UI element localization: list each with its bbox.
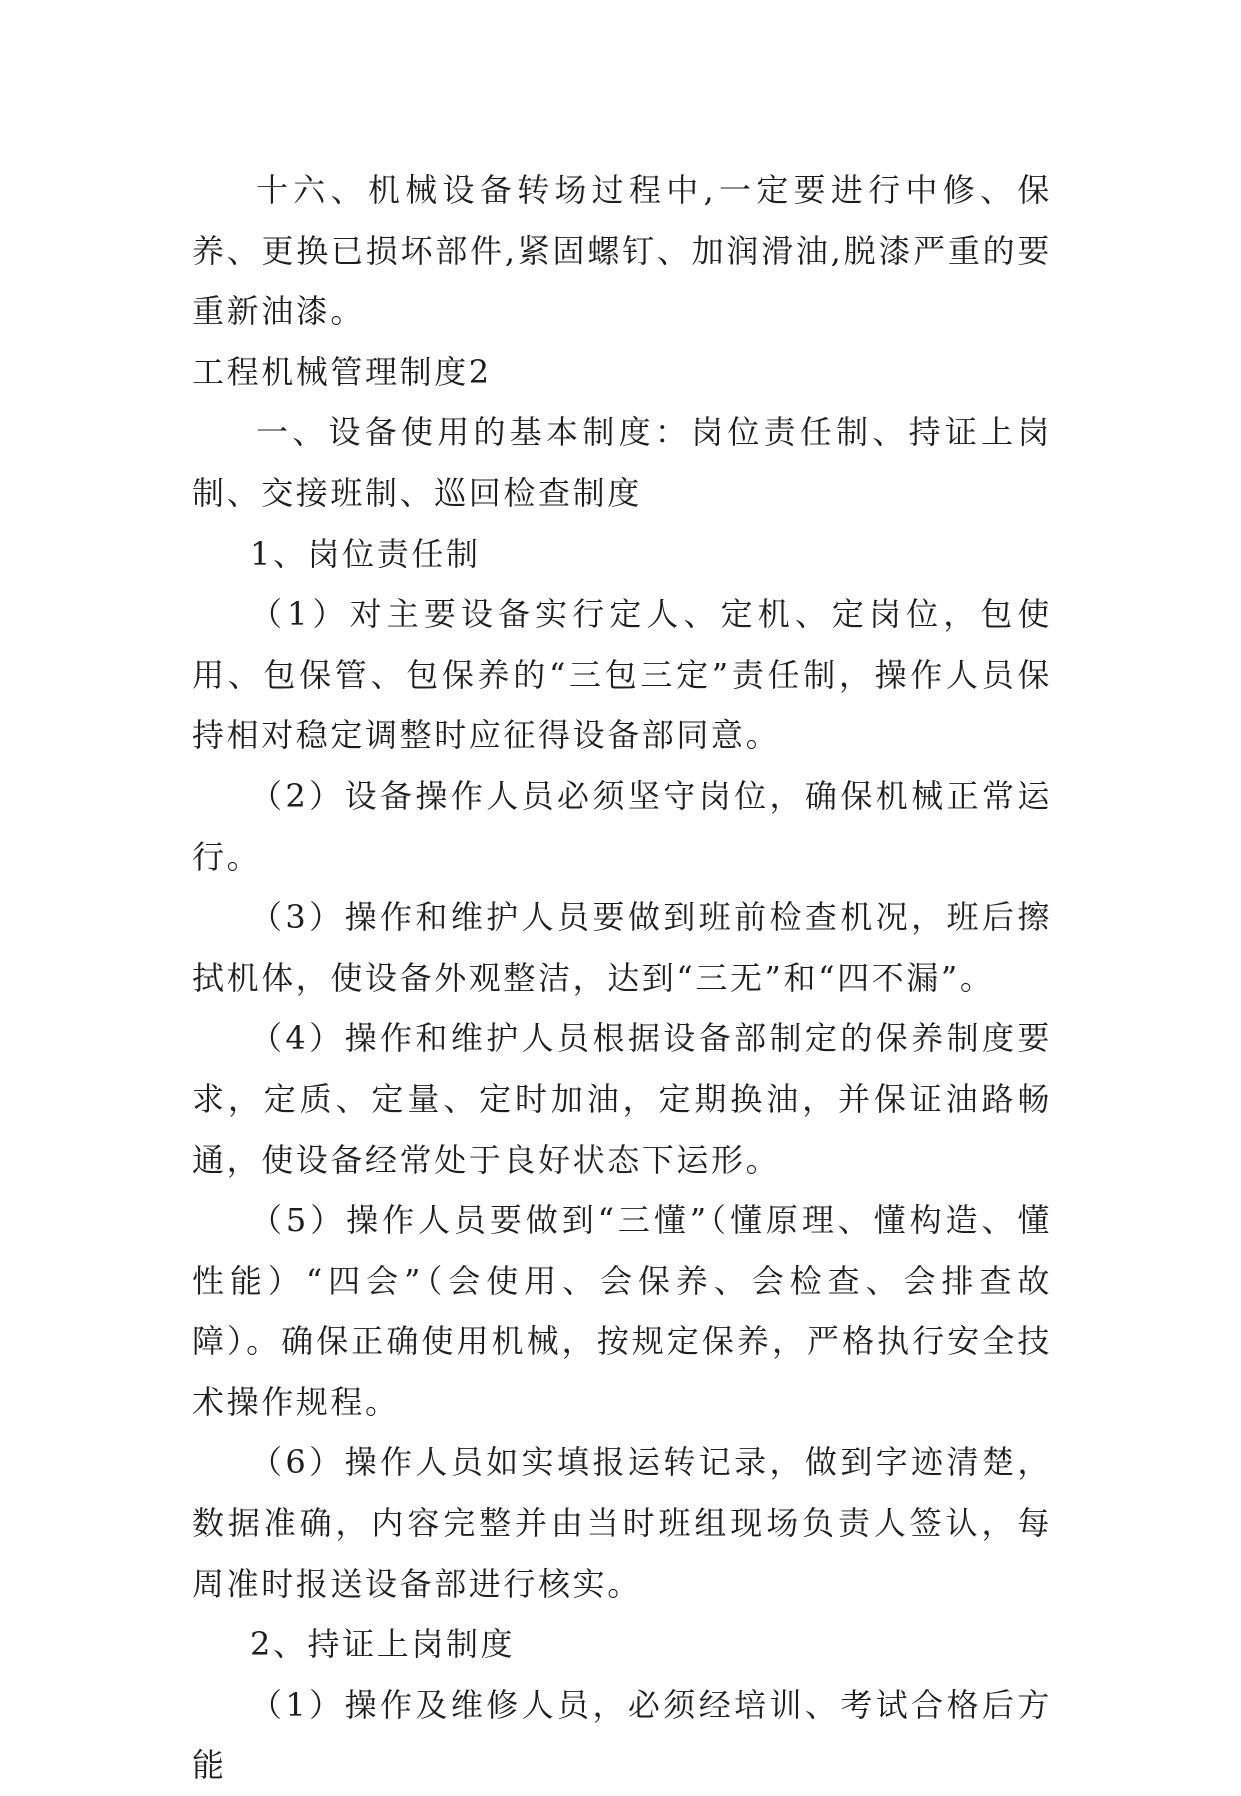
paragraph-clause-3: （3）操作和维护人员要做到班前检查机况，班后擦拭机体，使设备外观整洁，达到“三无”和“四不漏”。: [192, 898, 1052, 997]
section-heading: 工程机械管理制度2: [192, 352, 492, 391]
paragraph-clause-6: （6）操作人员如实填报运转记录，做到字迹清楚，数据准确，内容完整并由当时班组现场负责人签认，每周准时报送设备部进行核实。: [192, 1443, 1052, 1603]
subheading-post-responsibility: 1、岗位责任制: [250, 534, 481, 573]
paragraph-clause-2: （2）设备操作人员必须坚守岗位，确保机械正常运行。: [192, 776, 1052, 876]
paragraph-cert-clause-1: （1）操作及维修人员，必须经培训、考试合格后方能: [192, 1685, 1052, 1785]
paragraph-basic-system: 一、设备使用的基本制度：岗位责任制、持证上岗制、交接班制、巡回检查制度: [192, 413, 1052, 512]
subheading-certification: 2、持证上岗制度: [250, 1625, 516, 1664]
paragraph-clause-5: （5）操作人员要做到“三懂”（懂原理、懂构造、懂性能）“四会”（会使用、会保养、会检查、会排查故障）。确保正确使用机械，按规定保养，严格执行安全技术操作规程。: [192, 1201, 1052, 1421]
document-body: [192, 160, 1052, 1796]
paragraph-clause-4: （4）操作和维护人员根据设备部制定的保养制度要求，定质、定量、定时加油，定期换油，并保证油路畅通，使设备经常处于良好状态下运形。: [192, 1019, 1052, 1179]
paragraph-clause-1: （1）对主要设备实行定人、定机、定岗位，包使用、包保管、包保养的“三包三定”责任制，操作人员保持相对稳定调整时应征得设备部同意。: [192, 595, 1052, 755]
paragraph-item16: 十六、机械设备转场过程中,一定要进行中修、保养、更换已损坏部件,紧固螺钉、加润滑油,脱漆严重的要重新油漆。: [192, 171, 1052, 331]
